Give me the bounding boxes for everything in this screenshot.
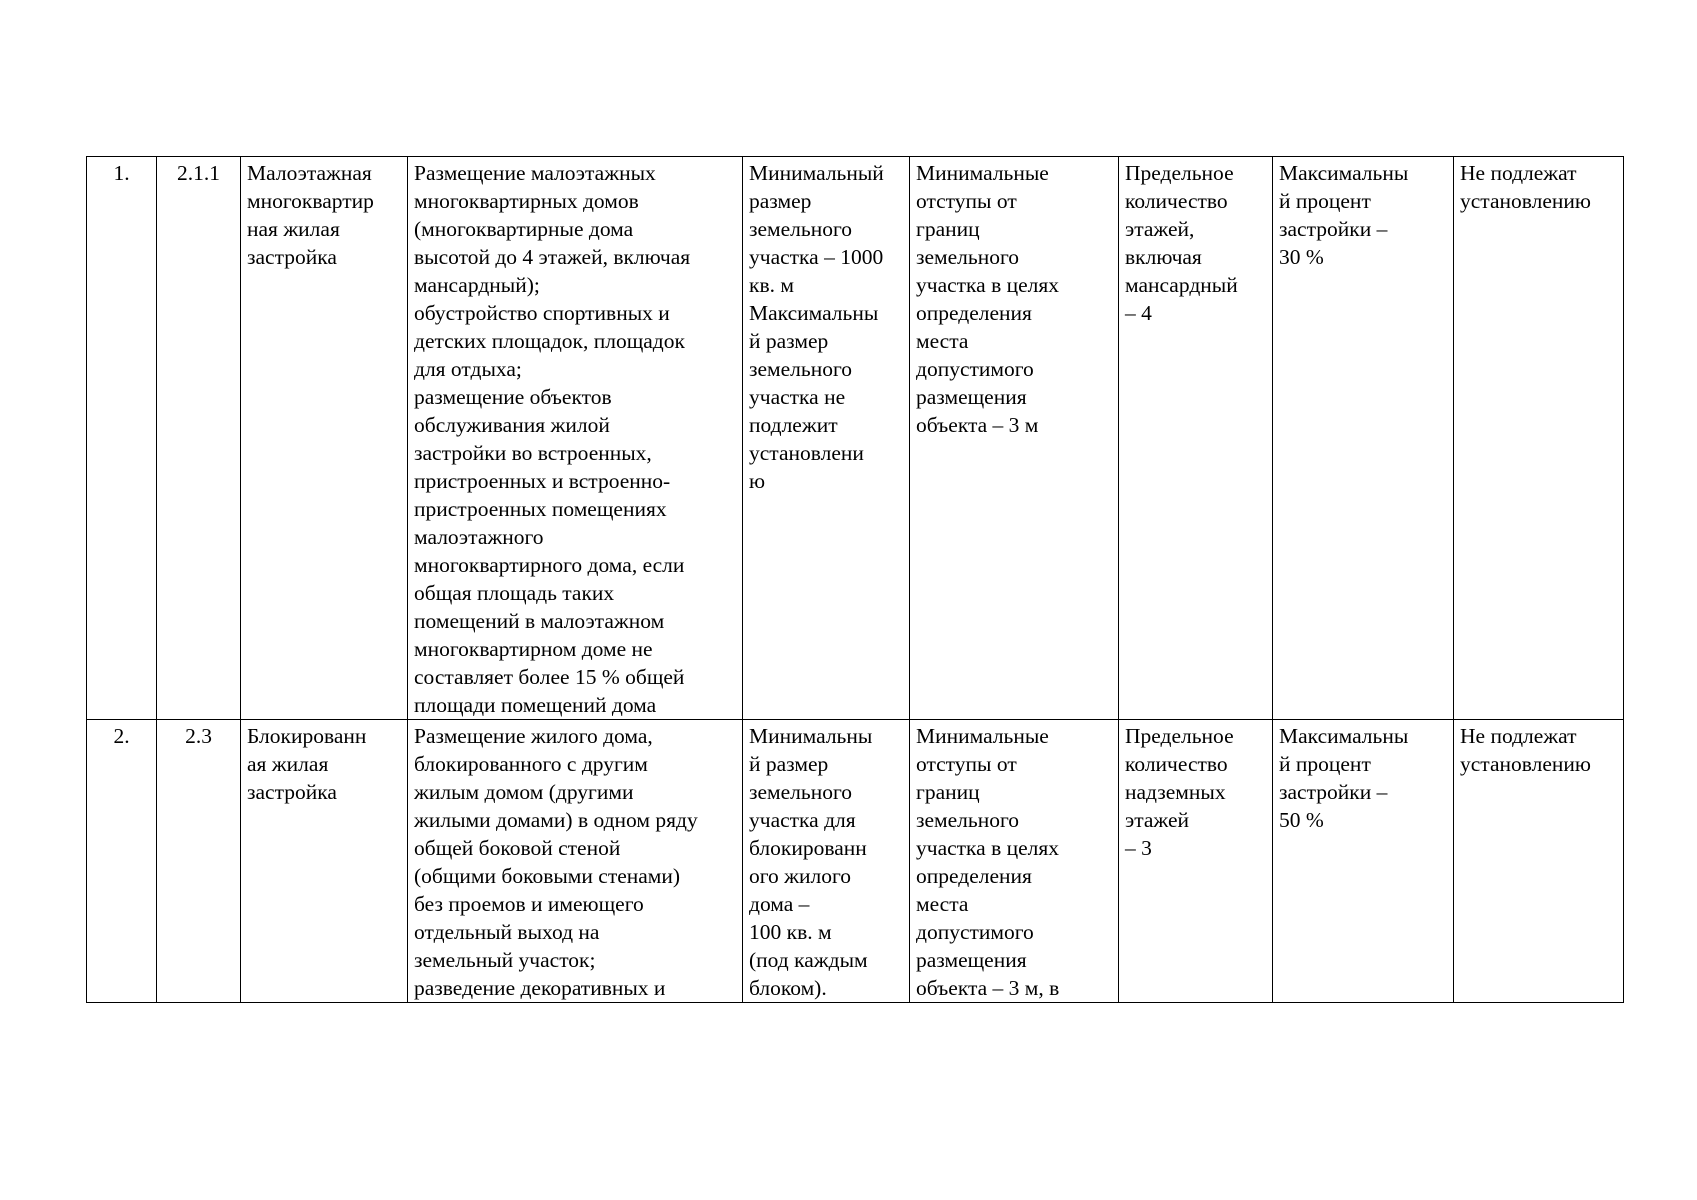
row-number-cell: 2. xyxy=(87,720,157,1003)
setbacks-cell: Минимальные отступы от границ земельного участка в целях определения места допустимого размещения объекта – 3 м xyxy=(910,157,1119,720)
zoning-regulations-table xyxy=(86,156,1624,1003)
land-use-name-cell: Малоэтажная многоквартир ная жилая застройка xyxy=(241,157,408,720)
land-use-code-cell: 2.1.1 xyxy=(157,157,241,720)
plot-size-cell: Минимальный размер земельного участка – 1000 кв. м Максимальны й размер земельного участка не подлежит установлени ю xyxy=(743,157,910,720)
floors-limit-cell: Предельное количество этажей, включая мансардный – 4 xyxy=(1119,157,1273,720)
coverage-cell: Максимальны й процент застройки – 30 % xyxy=(1273,157,1454,720)
table-row xyxy=(87,720,1624,1003)
other-parameters-cell: Не подлежат установлению xyxy=(1454,720,1624,1003)
land-use-description-cell: Размещение жилого дома, блокированного с другим жилым домом (другими жилыми домами) в одном ряду общей боковой стеной (общими боковыми стенами) без проемов и имеющего отдельный выход на земельный участок; разведение декоративных и xyxy=(408,720,743,1003)
land-use-code-cell: 2.3 xyxy=(157,720,241,1003)
land-use-description-cell: Размещение малоэтажных многоквартирных домов (многоквартирные дома высотой до 4 этажей, включая мансардный); обустройство спортивных и детских площадок, площадок для отдыха; размещение объектов обслуживания жилой застройки во встроенных, пристроенных и встроенно- пристроенных помещениях малоэтажного многоквартирного дома, если общая площадь таких помещений в малоэтажном многоквартирном доме не составляет более 15 % общей площади помещений дома xyxy=(408,157,743,720)
row-number-cell: 1. xyxy=(87,157,157,720)
setbacks-cell: Минимальные отступы от границ земельного участка в целях определения места допустимого размещения объекта – 3 м, в xyxy=(910,720,1119,1003)
floors-limit-cell: Предельное количество надземных этажей – 3 xyxy=(1119,720,1273,1003)
land-use-name-cell: Блокированн ая жилая застройка xyxy=(241,720,408,1003)
plot-size-cell: Минимальны й размер земельного участка для блокированн ого жилого дома – 100 кв. м (под каждым блоком). xyxy=(743,720,910,1003)
other-parameters-cell: Не подлежат установлению xyxy=(1454,157,1624,720)
coverage-cell: Максимальны й процент застройки – 50 % xyxy=(1273,720,1454,1003)
table-row xyxy=(87,157,1624,720)
